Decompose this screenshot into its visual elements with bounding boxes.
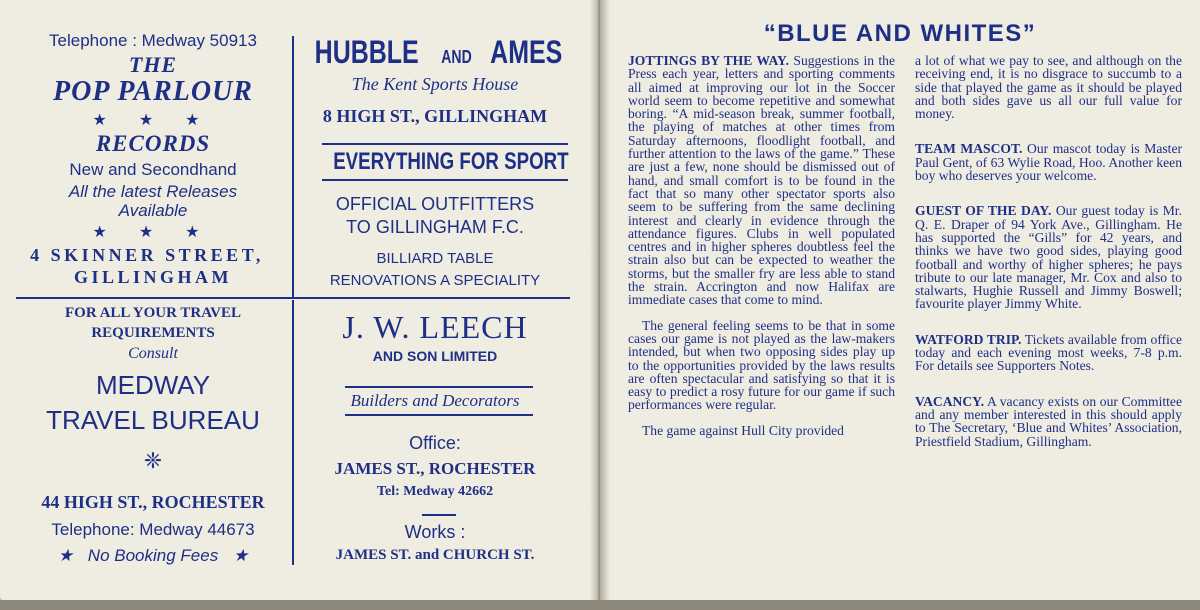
no-booking-fees: ★ No Booking Fees ★ (57, 546, 249, 565)
paragraph-team-mascot: TEAM MASCOT. Our mascot today is Master Paul Gent, of 63 Wylie Road, Hoo. Another keen boy who deserves your welcome. (915, 141, 1182, 184)
official-outfitters-line1: OFFICIAL OUTFITTERS (335, 194, 535, 214)
medway-travel-name1: MEDWAY (95, 370, 211, 400)
rule (422, 514, 456, 516)
divider-horizontal (16, 297, 570, 299)
paragraph-vacancy: VACANCY. A vacancy exists on our Committee and any member interested in this should apply to The Secretary, ‘Blue and Whites’ Association, Priestfield Stadium, Gillingham. (915, 393, 1182, 449)
medway-travel-address: 44 HIGH ST., ROCHESTER (41, 492, 265, 512)
hubble-ames-name: HUBBLE AND AMES (314, 34, 563, 70)
page-bottom-edge (0, 600, 1200, 610)
jw-leech-office-tel: Tel: Medway 42662 (376, 484, 494, 499)
pop-parlour-address1: 4 SKINNER STREET, (30, 245, 264, 265)
rule (322, 143, 568, 145)
billiard-line2: RENOVATIONS A SPECIALITY (329, 272, 541, 289)
jw-leech-office-address: JAMES ST., ROCHESTER (334, 459, 536, 478)
pop-parlour-new-secondhand: New and Secondhand (69, 160, 237, 179)
article-column-right (915, 54, 1182, 460)
jw-leech-works-label: Works : (404, 522, 466, 542)
medway-travel-name2: TRAVEL BUREAU (46, 405, 260, 435)
billiard-line1: BILLIARD TABLE (376, 250, 494, 267)
medway-travel-line2: REQUIREMENTS (91, 325, 215, 341)
pop-parlour-name: POP PARLOUR (53, 76, 253, 107)
paragraph-guest-of-the-day: GUEST OF THE DAY. Our guest today is Mr. Q. E. Draper of 94 York Ave., Gillingham. He has supported the “Gills” for 42 years, and thinks we have two good sides, playing good football and worthy of higher spheres; he pays tribute to our late manager, Mr. Cox and also to stalwarts, Hughie Russell and Jimmy Boswell; favourite player Jimmy White. (915, 203, 1182, 312)
jw-leech-subtitle: AND SON LIMITED (372, 348, 498, 364)
rule (345, 386, 533, 388)
rule (322, 179, 568, 181)
left-page-adverts (0, 0, 598, 600)
star-icon: ★ (232, 546, 249, 565)
paragraph-watford-trip: WATFORD TRIP. Tickets available from office today and each evening most weeks, 7-8 p.m. For details see Supporters Notes. (915, 331, 1182, 374)
star-icon: ★ (57, 546, 74, 565)
medway-travel-consult: Consult (128, 345, 178, 362)
official-outfitters-line2: TO GILLINGHAM F.C. (346, 217, 524, 237)
pop-parlour-the: THE (128, 52, 178, 77)
everything-for-sport: EVERYTHING FOR SPORT (333, 148, 569, 175)
hubble-ames-address: 8 HIGH ST., GILLINGHAM (322, 106, 548, 126)
jw-leech-trade: Builders and Decorators (350, 391, 520, 410)
hubble-ames-tagline: The Kent Sports House (351, 74, 519, 94)
rule (345, 414, 533, 416)
paragraph: The game against Hull City provided (642, 422, 844, 438)
ornament-icon: ❈ (143, 448, 163, 473)
pop-parlour-address2: GILLINGHAM (73, 267, 232, 287)
pop-parlour-telephone: Telephone : Medway 50913 (49, 31, 257, 50)
jw-leech-works-address: JAMES ST. and CHURCH ST. (335, 547, 535, 563)
star-row-icon: ★ ★ ★ (92, 112, 214, 129)
divider-vertical-bottom (292, 300, 294, 565)
paragraph: JOTTINGS BY THE WAY. Suggestions in the Press each year, letters and sporting comments all aimed at improving our lot in the Soccer world seem to become repetitive and somewhat boring. “A mid-season break, summer football, the playing of matches at other times from Saturday afternoons, floodlight football, and further attention to the laws of the game.” These are just a few, none should be dismissed out of hand, and small comfort is to be found in the fact that so many other spectator sports also seem to be suffering from the same declining interest and clearly in evidence through the attendance figures. Clubs in well populated centres and in higher spheres doubtless feel the strain also but can be expected to weather the storms, but the smaller fry are less able to stand the strain. Accrington and now Halifax are immediate cases that come to mind. (628, 53, 895, 308)
pop-parlour-latest-line1: All the latest Releases (68, 182, 238, 201)
paragraph: a lot of what we pay to see, and although on the receiving end, it is no disgrace to succumb to a side that played the game as it should be played and both sides gave us all our full value for money. (915, 53, 1182, 122)
paragraph: The general feeling seems to be that in some cases our game is not played as the law-makers intended, but when two opposing sides play up to the opportunities provided by the laws results are often spectacular and satisfying so that it is easy to predict a rosy future for our game if such performances were regular. (628, 317, 895, 413)
medway-travel-telephone: Telephone: Medway 44673 (51, 520, 255, 539)
book-gutter (590, 0, 610, 600)
pop-parlour-records: RECORDS (95, 131, 211, 156)
divider-vertical-top (292, 36, 294, 298)
jw-leech-name: J. W. LEECH (342, 309, 528, 345)
pop-parlour-latest-line2: Available (118, 201, 188, 220)
right-page-article (600, 0, 1200, 600)
jw-leech-office-label: Office: (409, 433, 461, 453)
medway-travel-line1: FOR ALL YOUR TRAVEL (64, 305, 241, 321)
article-column-left (628, 54, 895, 449)
article-title: “BLUE AND WHITES” (763, 20, 1037, 47)
star-row-icon: ★ ★ ★ (92, 224, 214, 241)
